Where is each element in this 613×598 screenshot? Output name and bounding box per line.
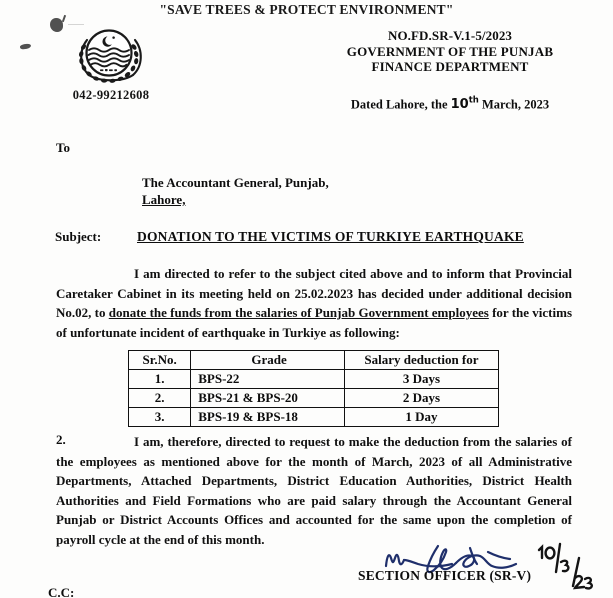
scan-smudge [20,43,32,50]
table-header-sr-no: Sr.No. [129,351,191,370]
cell-grade: BPS-22 [191,370,345,389]
table-header-deduction: Salary deduction for [344,351,498,370]
paragraph-1-text-after: for the victims of unfortunate incident of earthquake in Turkiye as following: [56,305,573,340]
department-line: FINANCE DEPARTMENT [371,59,529,74]
emblem-block [56,20,166,103]
dateline-day-handwritten: 10th [450,96,479,113]
to-label: To [56,140,70,155]
addressee-line-1: The Accountant General, Punjab, [142,175,329,190]
signatory-title: SECTION OFFICER (SR-V) [358,568,532,583]
table-row [129,389,499,408]
addressee-city: Lahore, [142,192,186,207]
government-line: GOVERNMENT OF THE PUNJAB [346,43,554,59]
table-header-row [129,351,499,370]
handwritten-date [535,536,597,594]
letterhead-header [300,28,600,75]
paragraph-1-underlined-text: donate the funds from the salaries of Punjab Government employees [108,305,489,320]
cell-grade: BPS-21 & BPS-20 [191,389,345,408]
paragraph-1 [56,264,572,342]
salary-deduction-table [128,350,499,427]
cell-sr-no: 2. [129,389,191,408]
table-row [129,370,499,389]
cell-deduction: 3 Days [344,370,498,389]
cell-sr-no: 3. [129,408,191,427]
cell-deduction: 2 Days [344,389,498,408]
paragraph-2-text: I am, therefore, directed to request to make the deduction from the salaries of the employees as mentioned above for the month of March, 2023 of all Administrative Departments, Attached Departments, District Education Authorities, District Health Authorities and Field Formations who are paid salary through the Accountant General Punjab or District Accounts Offices and accounted for the same upon the completion of payroll cycle at the end of this month. [56,434,572,547]
cell-sr-no: 1. [129,370,191,389]
cc-label: C.C: [48,585,75,598]
punjab-government-emblem-icon [69,20,153,86]
table-header-grade: Grade [191,351,345,370]
environment-slogan: "SAVE TREES & PROTECT ENVIRONMENT" [159,2,454,17]
paragraph-2-number: 2. [56,432,66,447]
cell-deduction: 1 Day [344,408,498,427]
paragraph-1-text-before: I am directed to refer to the subject cited above and to inform that Provincial Caretaker Cabinet in its meeting held on 25.02.2023 has decided under additional decision No.02, to [56,266,572,320]
reference-number: NO.FD.SR-V.1-5/2023 [387,28,513,43]
dateline-prefix: Dated Lahore, the [350,97,448,112]
table-row [129,408,499,427]
dateline [300,96,600,112]
paragraph-2 [56,432,572,549]
dateline-month-year: March, 2023 [481,97,550,112]
contact-phone-number: 042-99212608 [72,88,150,102]
subject-text: DONATION TO THE VICTIMS OF TURKIYE EARTHQUAKE [137,229,524,244]
addressee-block [142,174,329,208]
cell-grade: BPS-19 & BPS-18 [191,408,345,427]
subject-label: Subject: [55,229,102,244]
signature-block [330,536,613,598]
